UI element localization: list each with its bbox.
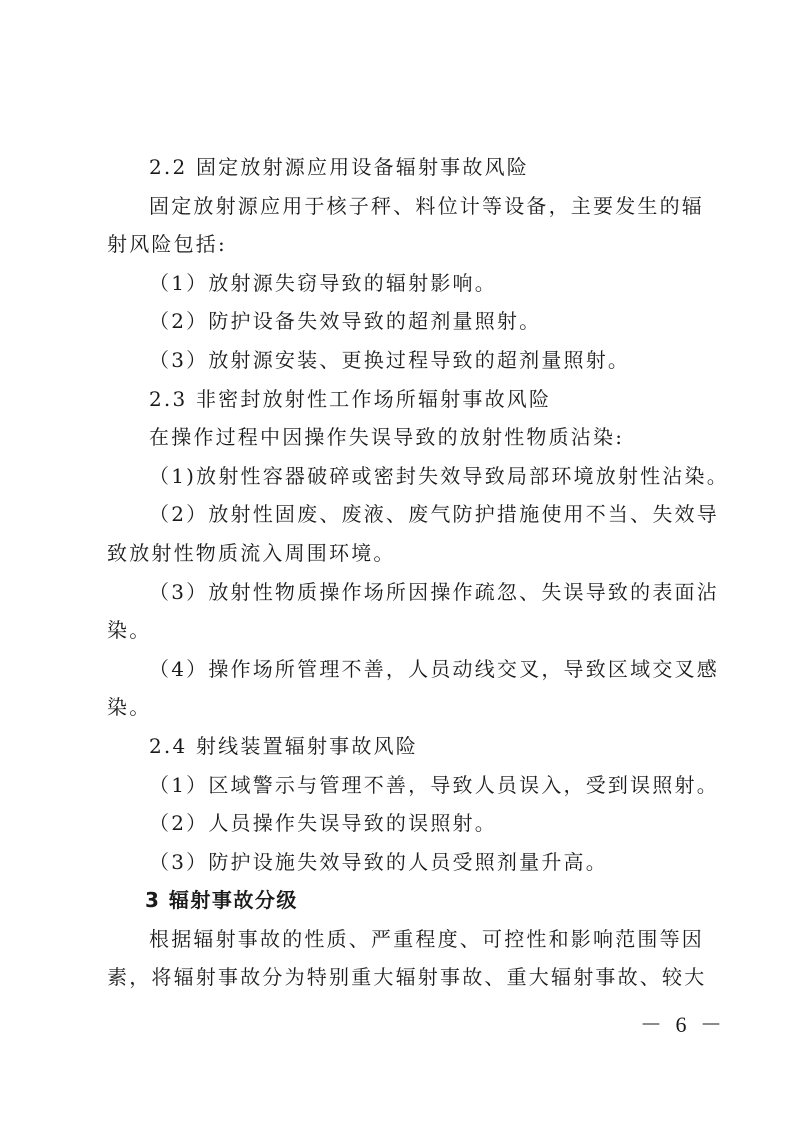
list-item: （2）防护设备失效导致的超剂量照射。 [149, 309, 542, 334]
list-item: （1）放射源失窃导致的辐射影响。 [149, 270, 497, 295]
document-page [107, 148, 729, 997]
section-2-4-heading: 2.4 射线装置辐射事故风险 [149, 733, 418, 758]
section-2-2-heading: 2.2 固定放射源应用设备辐射事故风险 [149, 155, 529, 179]
section-2-2-intro-line: 固定放射源应用于核子秤、料位计等设备，主要发生的辐 [149, 193, 704, 218]
list-item: （4）操作场所管理不善，人员动线交叉，导致区域交叉感 [149, 656, 719, 681]
section-3-paragraph-line: 素，将辐射事故分为特别重大辐射事故、重大辐射事故、较大 [107, 965, 707, 990]
list-item: （2）人员操作失误导致的误照射。 [149, 811, 497, 836]
section-3-paragraph-line: 根据辐射事故的性质、严重程度、可控性和影响范围等因 [149, 926, 704, 951]
page-number: － 6 － [640, 1012, 727, 1037]
section-2-2-intro-line: 射风险包括: [107, 232, 227, 257]
section-2-3-intro: 在操作过程中因操作失误导致的放射性物质沾染: [149, 425, 625, 450]
list-item: （3）放射源安装、更换过程导致的超剂量照射。 [149, 347, 631, 372]
list-item: （3）防护设施失效导致的人员受照剂量升高。 [149, 849, 608, 874]
list-item-continuation: 染。 [107, 618, 152, 643]
list-item: （1)放射性容器破碎或密封失效导致局部环境放射性沾染。 [149, 463, 729, 488]
section-2-3-heading: 2.3 非密封放射性工作场所辐射事故风险 [149, 386, 552, 411]
section-3-heading: 3 辐射事故分级 [145, 888, 298, 913]
list-item-continuation: 染。 [107, 695, 152, 720]
list-item-continuation: 致放射性物质流入周围环境。 [107, 540, 396, 565]
list-item: （2）放射性固废、废液、废气防护措施使用不当、失效导 [149, 502, 719, 527]
list-item: （3）放射性物质操作场所因操作疏忽、失误导致的表面沾 [149, 579, 719, 604]
list-item: （1）区域警示与管理不善，导致人员误入，受到误照射。 [149, 772, 719, 797]
